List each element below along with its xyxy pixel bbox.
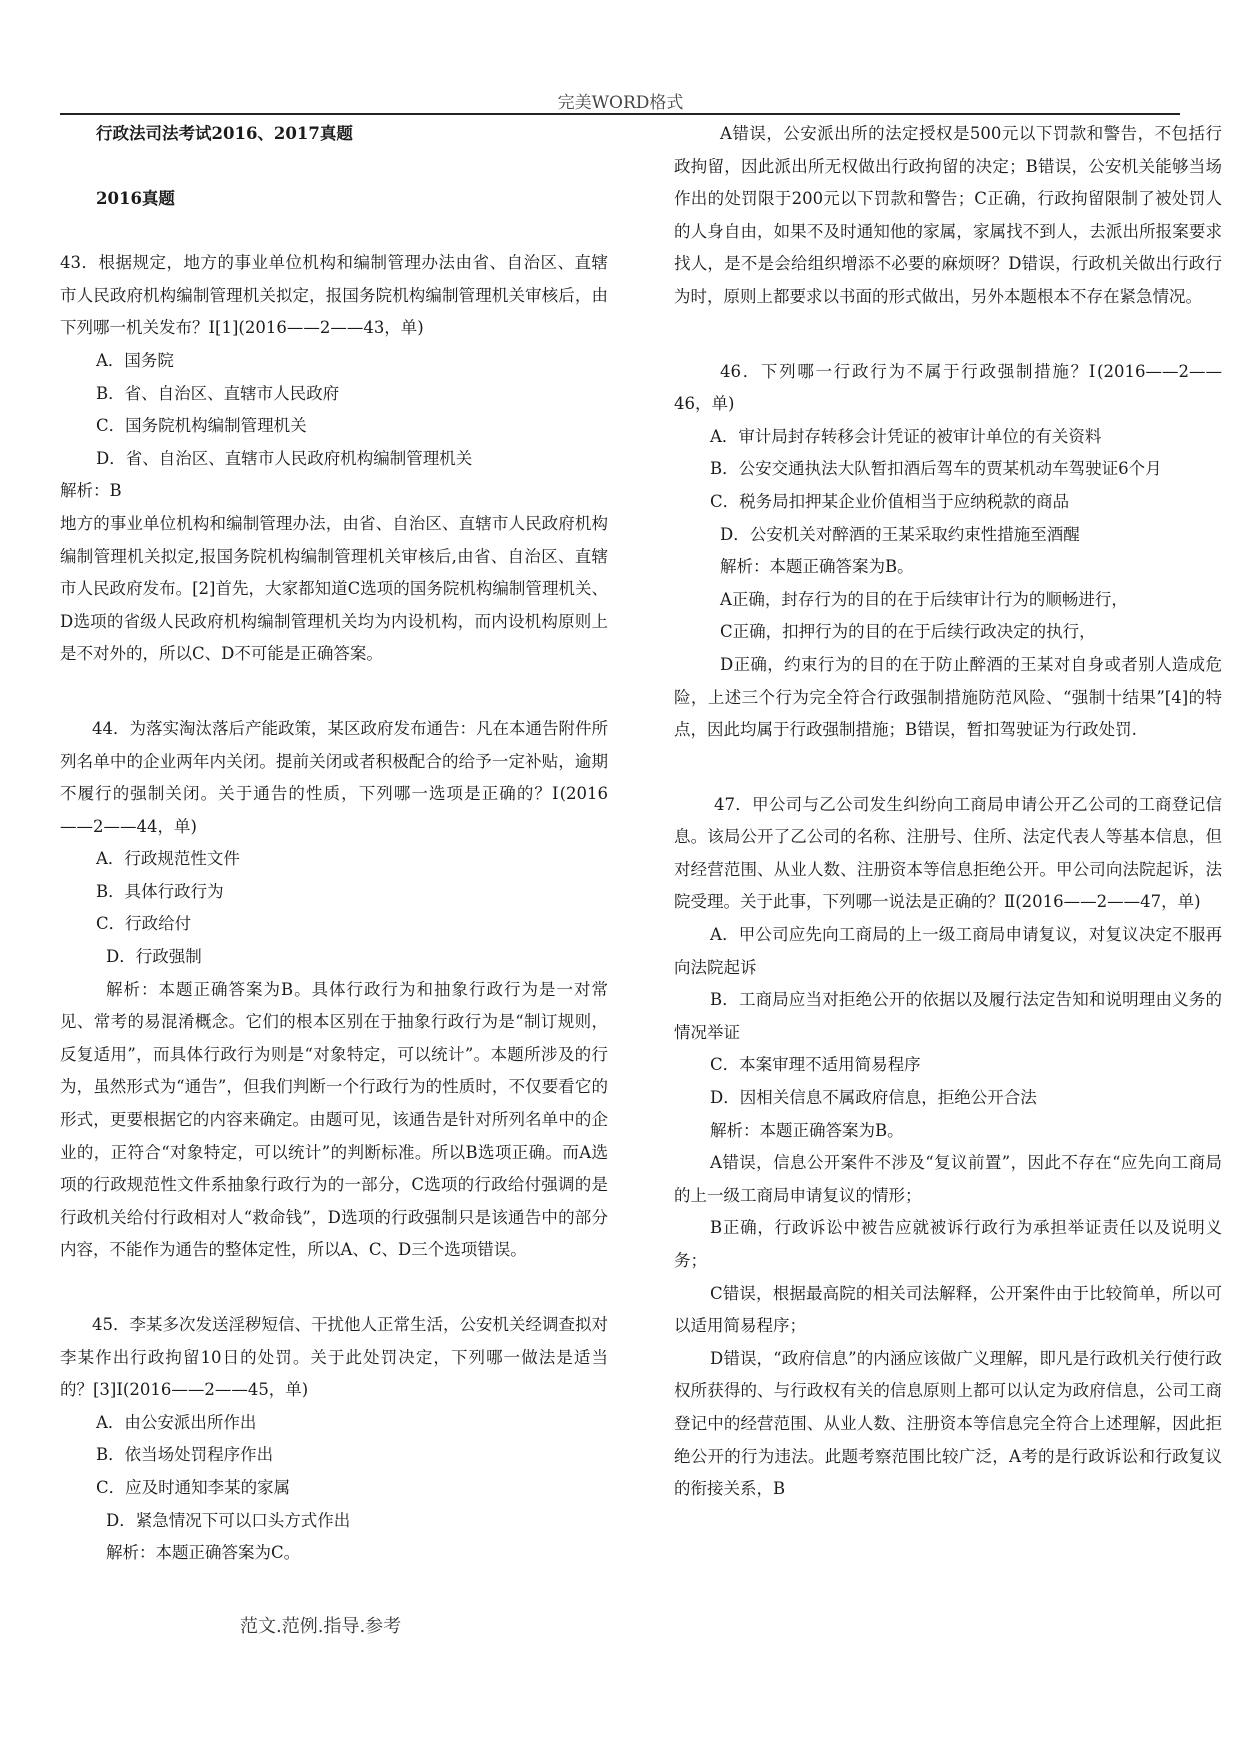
q47-option-c: C．本案审理不适用简易程序 (710, 1055, 921, 1075)
q45-option-c: C．应及时通知李某的家属 (96, 1477, 291, 1497)
header-divider (60, 113, 1180, 115)
q43-option-c: C．国务院机构编制管理机关 (96, 416, 307, 436)
q45-option-a: A．由公安派出所作出 (96, 1412, 257, 1432)
right-column (674, 118, 1222, 1506)
q47-analysis-a: A错误，信息公开案件不涉及“复议前置”，因此不存在“应先向工商局的上一级工商局申请复议的情形； (674, 1153, 1222, 1205)
q45-analysis: 解析：本题正确答案为C。 (106, 1543, 301, 1563)
page-header-title: 完美WORD格式 (557, 93, 684, 113)
q46-analysis-d: D正确，约束行为的目的在于防止醉酒的王某对自身或者别人造成危险，上述三个行为完全符合行政强制措施防范风险、“强制十结果”[4]的特点，因此均属于行政强制措施；B错误，暂扣驾驶证为行政处罚. (674, 654, 1222, 740)
q43-stem: 43．根据规定，地方的事业单位机构和编制管理办法由省、自治区、直辖市人民政府机构编制管理机关拟定，报国务院机构编制管理机关审核后，由下列哪一机关发布？Ⅰ[1](2016——2——43，单) (60, 253, 608, 338)
document-title: 行政法司法考试2016、2017真题 (96, 124, 353, 143)
q44-stem: 44．为落实淘汰落后产能政策，某区政府发布通告：凡在本通告附件所列名单中的企业两年内关闭。提前关闭或者积极配合的给予一定补贴，逾期不履行的强制关闭。关于通告的性质，下列哪一选项是正确的？Ⅰ(2016——2——44，单) (60, 718, 608, 836)
q46-analysis-a: A正确，封存行为的目的在于后续审计行为的顺畅进行， (720, 589, 1128, 609)
left-column (60, 118, 608, 1570)
q46-stem: 46．下列哪一行政行为不属于行政强制措施？Ⅰ(2016——2——46，单) (674, 361, 1222, 414)
spacer (60, 671, 608, 713)
q44-option-d: D．行政强制 (106, 947, 202, 967)
q47-option-a: A．甲公司应先向工商局的上一级工商局申请复议，对复议决定不服再向法院起诉 (674, 925, 1222, 977)
spacer (60, 215, 608, 247)
q46-analysis-label: 解析：本题正确答案为B。 (720, 557, 914, 577)
q47-stem: 47．甲公司与乙公司发生纠纷向工商局申请公开乙公司的工商登记信息。该局公开了乙公司的名称、注册号、住所、法定代表人等基本信息，但对经营范围、从业人数、注册资本等信息拒绝公开。甲公司向法院起诉，法院受理。关于此事，下列哪一说法是正确的？Ⅱ(2016——2——47，单) (674, 794, 1222, 912)
spacer (674, 747, 1222, 789)
q46-option-d: D．公安机关对醉酒的王某采取约束性措施至酒醒 (720, 524, 1080, 544)
q43-analysis: 地方的事业单位机构和编制管理办法，由省、自治区、直辖市人民政府机构编制管理机关拟定,报国务院机构编制管理机关审核后,由省、自治区、直辖市人民政府发布。[2]首先，大家都知道C选项的国务院机构编制管理机关、D选项的省级人民政府机构编制管理机关均为内设机构，而内设机构原则上是不对外的，所以C、D不可能是正确答案。 (60, 513, 608, 664)
spacer (60, 151, 608, 183)
q46-option-b: B．公安交通执法大队暂扣酒后驾车的贾某机动车驾驶证6个月 (710, 459, 1162, 479)
q43-option-d: D．省、自治区、直辖市人民政府机构编制管理机关 (96, 448, 473, 468)
q47-analysis-c: C错误，根据最高院的相关司法解释，公开案件由于比较简单，所以可以适用简易程序； (674, 1283, 1222, 1336)
q43-option-b: B．省、自治区、直辖市人民政府 (96, 383, 340, 403)
q47-option-b: B．工商局应当对拒绝公开的依据以及履行法定告知和说明理由义务的情况举证 (674, 990, 1222, 1042)
q43-option-a: A．国务院 (96, 350, 174, 370)
q45-analysis-continued: A错误，公安派出所的法定授权是500元以下罚款和警告，不包括行政拘留，因此派出所无权做出行政拘留的决定；B错误，公安机关能够当场作出的处罚限于200元以下罚款和警告；C正确，行政拘留限制了被处罚人的人身自由，如果不及时通知他的家属，家属找不到人，去派出所报案要求找人，是不是会给组织增添不必要的麻烦呀？D错误，行政机关做出行政行为时，原则上都要求以书面的形式做出，另外本题根本不存在紧急情况。 (674, 124, 1222, 306)
spacer (60, 1267, 608, 1309)
q45-option-d: D．紧急情况下可以口头方式作出 (106, 1510, 351, 1530)
q46-option-a: A．审计局封存转移会计凭证的被审计单位的有关资料 (710, 426, 1102, 446)
q45-option-b: B．依当场处罚程序作出 (96, 1445, 274, 1465)
q47-analysis-d: D错误，“政府信息”的内涵应该做广义理解，即凡是行政机关行使行政权所获得的、与行政权有关的信息原则上都可以认定为政府信息，公司工商登记中的经营范围、从业人数、注册资本等信息完全符合上述理解，因此拒绝公开的行为违法。此题考察范围比较广泛，A考的是行政诉讼和行政复议的衔接关系，B (674, 1348, 1222, 1499)
q47-analysis-label: 解析：本题正确答案为B。 (710, 1120, 904, 1140)
spacer (674, 314, 1222, 356)
q46-option-c: C．税务局扣押某企业价值相当于应纳税款的商品 (710, 491, 1070, 511)
q44-option-c: C．行政给付 (96, 914, 192, 934)
q44-option-a: A．行政规范性文件 (96, 849, 240, 869)
q46-analysis-c: C正确，扣押行为的目的在于后续行政决定的执行， (720, 622, 1096, 642)
q44-option-b: B．具体行政行为 (96, 881, 224, 901)
q47-option-d: D．因相关信息不属政府信息，拒绝公开合法 (710, 1088, 1037, 1108)
q45-stem: 45．李某多次发送淫秽短信、干扰他人正常生活，公安机关经调查拟对李某作出行政拘留10日的处罚。关于此处罚决定，下列哪一做法是适当的？[3]Ⅰ(2016——2——45，单) (60, 1315, 608, 1400)
page-footer: 范文.范例.指导.参考 (240, 1616, 402, 1637)
section-title: 2016真题 (96, 188, 175, 208)
q43-analysis-label: 解析：B (60, 481, 122, 501)
q44-analysis: 解析：本题正确答案为B。具体行政行为和抽象行政行为是一对常见、常考的易混淆概念。它们的根本区别在于抽象行政行为是“制订规则，反复适用”，而具体行政行为则是“对象特定，可以统计”。本题所涉及的行为，虽然形式为“通告”，但我们判断一个行政行为的性质时，不仅要看它的形式，更要根据它的内容来确定。由题可见，该通告是针对所列名单中的企业的，正符合“对象特定，可以统计”的判断标准。所以B选项正确。而A选项的行政规范性文件系抽象行政行为的一部分，C选项的行政给付强调的是行政机关给付行政相对人“救命钱”，D选项的行政强制只是该通告中的部分内容，不能作为通告的整体定性，所以A、C、D三个选项错误。 (60, 979, 608, 1260)
q47-analysis-b: B正确，行政诉讼中被告应就被诉行政行为承担举证责任以及说明义务； (674, 1218, 1222, 1270)
